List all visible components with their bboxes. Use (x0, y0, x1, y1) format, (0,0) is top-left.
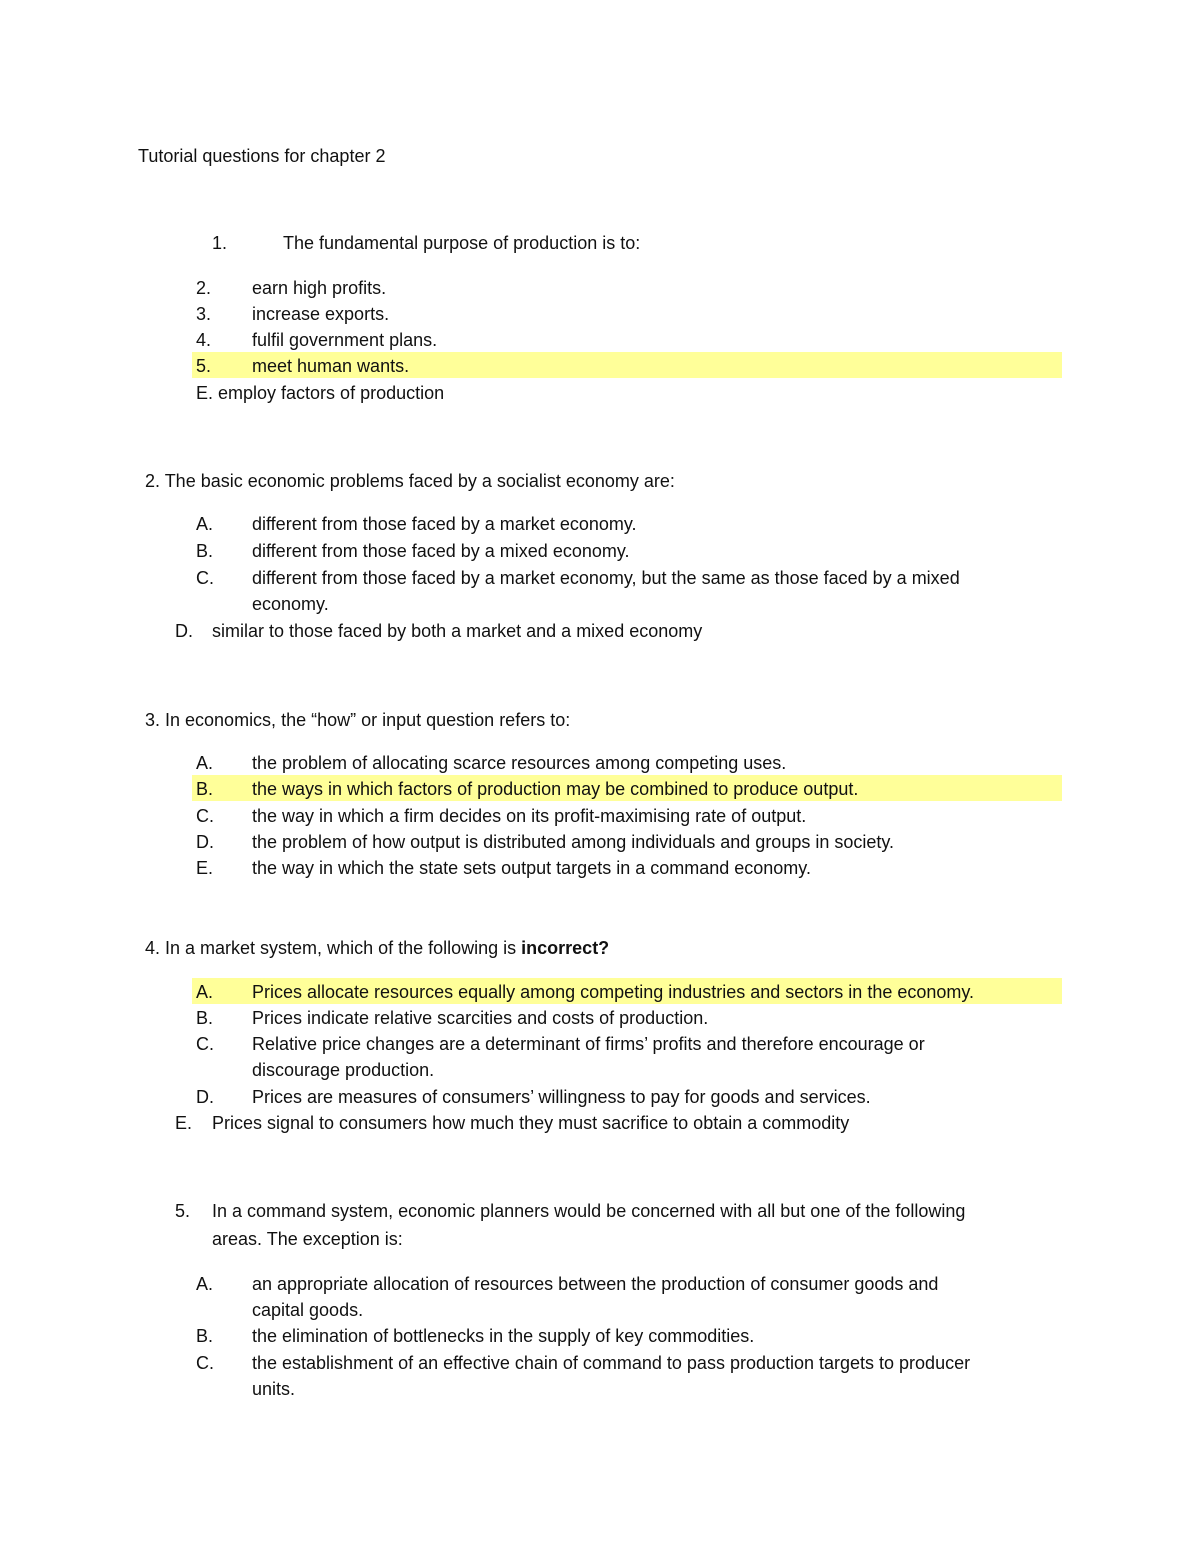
q1-text: The fundamental purpose of production is to: (283, 233, 641, 253)
q5-option-text-continued: units. (252, 1379, 296, 1399)
q2-option-text: different from those faced by a mixed economy. (252, 541, 630, 561)
q1-option-text: fulfil government plans. (252, 330, 438, 350)
q3-option-text: the problem of how output is distributed among individuals and groups in society. (252, 832, 895, 852)
q5-option-text: the elimination of bottlenecks in the supply of key commodities. (252, 1326, 755, 1346)
q4-text-line (145, 936, 609, 960)
q2-option-text: different from those faced by a market economy, but the same as those faced by a mixed (252, 568, 960, 588)
q4-option-text: Relative price changes are a determinant of firms’ profits and therefore encourage or (252, 1034, 925, 1054)
q5-option-label: C. (196, 1353, 214, 1373)
q4-option-text-continued: discourage production. (252, 1060, 435, 1080)
q5-option-text-continued: capital goods. (252, 1300, 364, 1320)
q4-option-label: A. (196, 982, 214, 1002)
q1-option-text: earn high profits. (252, 278, 387, 298)
q4-option-label: E. (175, 1113, 193, 1133)
q1-number: 1. (212, 233, 228, 253)
q5-option-text: the establishment of an effective chain of command to pass production targets to producer (252, 1353, 971, 1373)
q3-option-text: the way in which a firm decides on its profit-maximising rate of output. (252, 806, 807, 826)
q3-text: 3. In economics, the “how” or input question refers to: (145, 710, 571, 730)
q5-option-label: A. (196, 1274, 214, 1294)
q5-text-continued: areas. The exception is: (212, 1229, 403, 1249)
q3-option-label: D. (196, 832, 214, 852)
q2-option-text: similar to those faced by both a market and a mixed economy (212, 621, 703, 641)
q4-option-text: Prices are measures of consumers’ willingness to pay for goods and services. (252, 1087, 871, 1107)
q4-option-label: D. (196, 1087, 214, 1107)
q3-option-text: the problem of allocating scarce resources among competing uses. (252, 753, 787, 773)
q3-option-label: C. (196, 806, 214, 826)
q2-option-text: different from those faced by a market economy. (252, 514, 637, 534)
q3-option-label: A. (196, 753, 214, 773)
q4-emphasis: incorrect? (521, 938, 610, 958)
q4-option-label: C. (196, 1034, 214, 1054)
q1-option-text: increase exports. (252, 304, 390, 324)
q3-option-label: E. (196, 858, 214, 878)
q2-option-label: D. (175, 621, 193, 641)
q1-option-text: meet human wants. (252, 356, 410, 376)
q2-text: 2. The basic economic problems faced by a socialist economy are: (145, 471, 675, 491)
q2-option-label: A. (196, 514, 214, 534)
q4-option-text: Prices allocate resources equally among competing industries and sectors in the economy. (252, 982, 975, 1002)
q1-option-label: 2. (196, 278, 212, 298)
q5-number: 5. (175, 1201, 191, 1221)
q3-option-text: the way in which the state sets output targets in a command economy. (252, 858, 811, 878)
q2-option-text-continued: economy. (252, 594, 329, 614)
q1-option-label: 5. (196, 356, 212, 376)
q5-text: In a command system, economic planners would be concerned with all but one of the following (212, 1201, 966, 1221)
q5-option-text: an appropriate allocation of resources between the production of consumer goods and (252, 1274, 939, 1294)
q1-option-label: 4. (196, 330, 212, 350)
q3-option-label: B. (196, 779, 214, 799)
q1-extra-option: E. employ factors of production (196, 383, 445, 403)
q3-option-text: the ways in which factors of production may be combined to produce output. (252, 779, 859, 799)
q4-option-label: B. (196, 1008, 214, 1028)
q2-option-label: B. (196, 541, 214, 561)
q4-text: 4. In a market system, which of the following is (145, 938, 522, 958)
q4-option-text: Prices indicate relative scarcities and costs of production. (252, 1008, 709, 1028)
q1-option-label: 3. (196, 304, 212, 324)
q4-option-text: Prices signal to consumers how much they must sacrifice to obtain a commodity (212, 1113, 850, 1133)
q2-option-label: C. (196, 568, 214, 588)
q5-option-label: B. (196, 1326, 214, 1346)
document-title: Tutorial questions for chapter 2 (138, 146, 386, 166)
